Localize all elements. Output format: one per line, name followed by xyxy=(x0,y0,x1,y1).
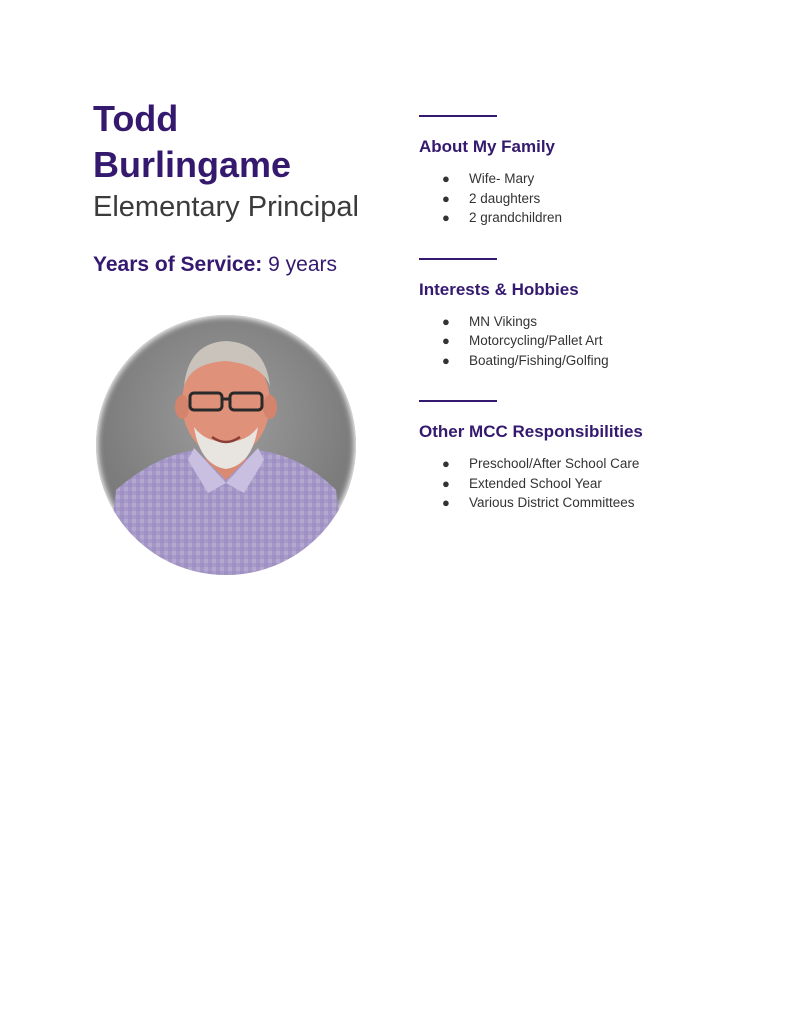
section-title: Interests & Hobbies xyxy=(419,279,579,299)
interests-list xyxy=(419,312,739,371)
bullet-icon: ● xyxy=(442,313,450,329)
section-family xyxy=(419,115,739,228)
bullet-icon: ● xyxy=(442,475,450,491)
info-sections xyxy=(419,100,739,543)
portrait-illustration xyxy=(96,315,356,575)
section-divider xyxy=(419,258,497,260)
section-title: Other MCC Responsibilities xyxy=(419,422,643,441)
list-item-text: MN Vikings xyxy=(469,313,538,329)
list-item-text: Boating/Fishing/Golfing xyxy=(469,352,609,368)
list-item xyxy=(419,312,739,332)
list-item xyxy=(419,493,739,513)
bullet-icon: ● xyxy=(442,171,450,186)
section-interests xyxy=(419,258,739,371)
list-item xyxy=(419,331,739,351)
portrait-photo xyxy=(96,315,356,575)
responsibilities-list xyxy=(419,454,739,513)
list-item xyxy=(419,474,739,494)
list-item-text: Wife- Mary xyxy=(469,171,535,186)
person-name xyxy=(93,96,393,188)
list-item xyxy=(419,454,739,474)
service-label: Years of Service: xyxy=(93,253,263,276)
profile-header xyxy=(93,96,393,278)
list-item-text: Extended School Year xyxy=(469,475,602,491)
list-item xyxy=(419,189,739,209)
list-item xyxy=(419,351,739,371)
bullet-icon: ● xyxy=(442,456,450,471)
section-title: About My Family xyxy=(419,137,556,156)
family-list xyxy=(419,169,739,228)
bullet-icon: ● xyxy=(442,190,450,206)
bullet-icon: ● xyxy=(442,210,450,225)
list-item-text: Motorcycling/Pallet Art xyxy=(469,333,603,348)
bullet-icon: ● xyxy=(442,352,450,368)
list-item-text: Various District Committees xyxy=(469,495,635,510)
job-title: Elementary Principal xyxy=(93,191,359,223)
service-value: 9 years xyxy=(268,253,337,276)
list-item-text: 2 grandchildren xyxy=(469,210,563,225)
list-item xyxy=(419,169,739,189)
list-item-text: Preschool/After School Care xyxy=(469,456,640,471)
ear-left xyxy=(175,395,189,419)
ear-right xyxy=(263,395,277,419)
first-name: Todd xyxy=(93,98,179,139)
section-responsibilities xyxy=(419,400,739,513)
section-divider xyxy=(419,400,497,402)
list-item xyxy=(419,208,739,228)
section-divider xyxy=(419,115,497,117)
last-name: Burlingame xyxy=(93,144,292,185)
bullet-icon: ● xyxy=(442,495,450,510)
years-of-service xyxy=(93,252,393,278)
list-item-text: 2 daughters xyxy=(469,190,541,206)
bullet-icon: ● xyxy=(442,333,450,348)
